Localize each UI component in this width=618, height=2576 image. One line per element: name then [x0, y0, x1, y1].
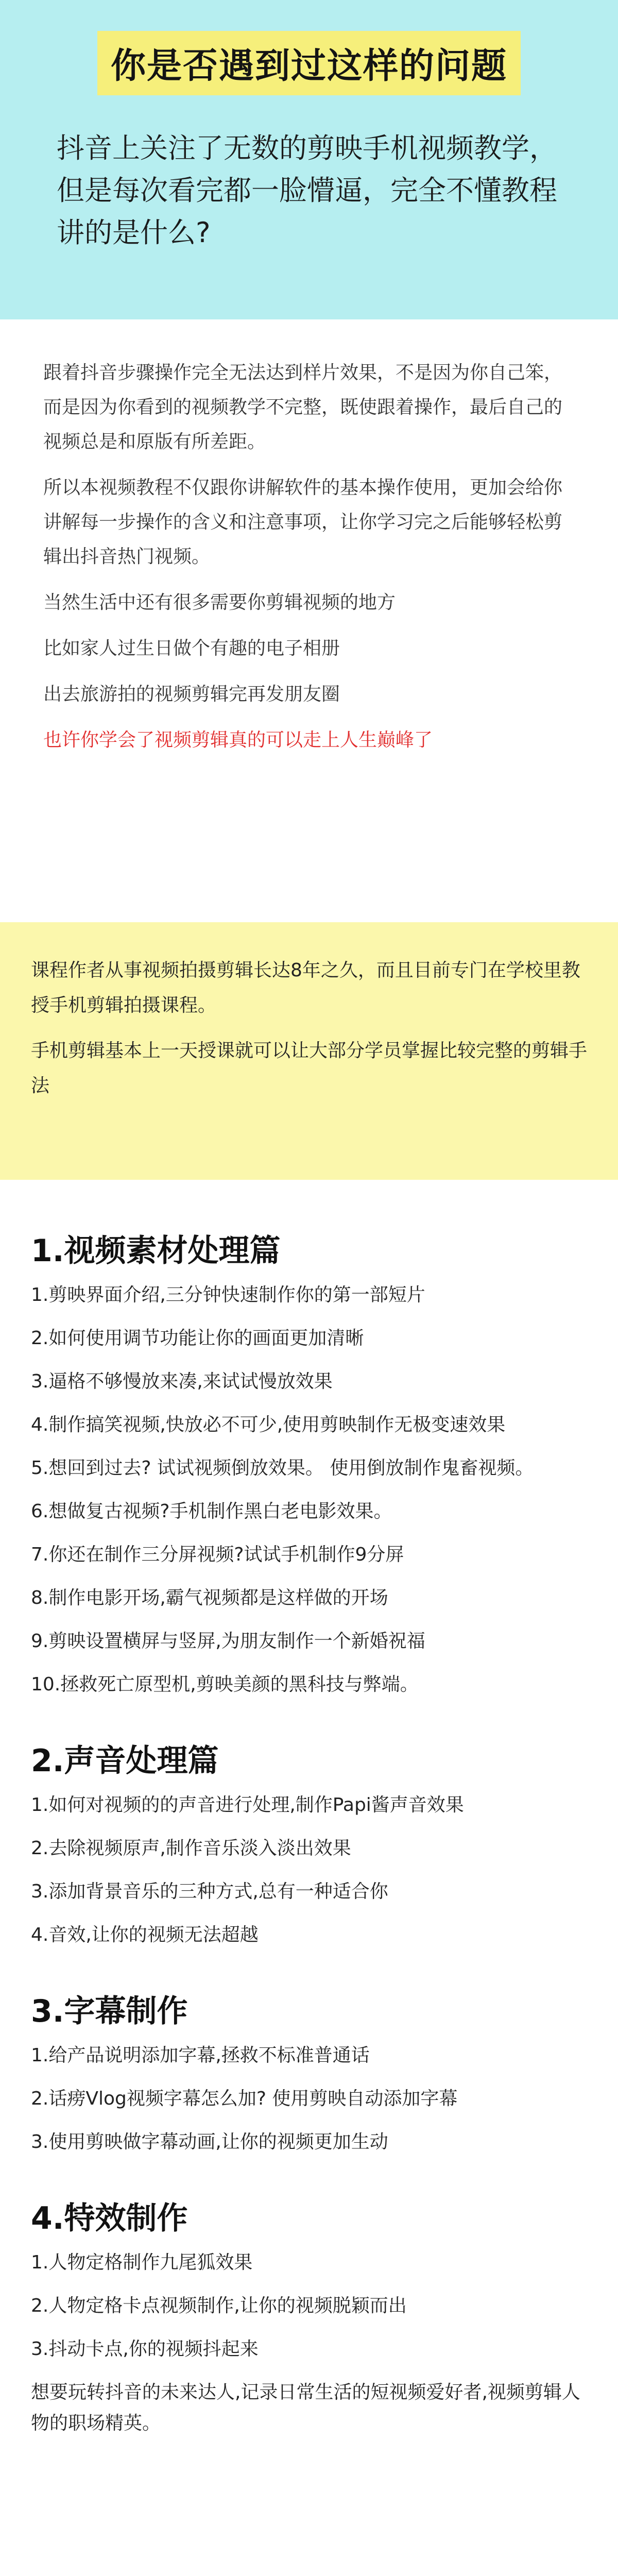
list-item: 10.拯救死亡原型机,剪映美颜的黑科技与弊端。 — [31, 1674, 419, 1695]
course-section-effects — [31, 2194, 587, 2439]
section-title: 3.字幕制作 — [31, 1993, 188, 2029]
list-item: 4.制作搞笑视频,快放必不可少,使用剪映制作无极变速效果 — [31, 1414, 506, 1435]
author-paragraph: 课程作者从事视频拍摄剪辑长达8年之久，而且目前专门在学校里教授手机剪辑拍摄课程。 — [31, 960, 580, 1016]
hero-lead-text: 抖音上关注了无数的剪映手机视频教学，但是每次看完都一脸懵逼，完全不懂教程讲的是什么? — [57, 132, 557, 249]
list-item: 1.给产品说明添加字幕,拯救不标准普通话 — [31, 2045, 370, 2066]
list-item: 2.去除视频原声,制作音乐淡入淡出效果 — [31, 1838, 351, 1859]
list-item: 3.抖动卡点,你的视频抖起来 — [31, 2338, 259, 2360]
page-title: 你是否遇到过这样的问题 — [97, 31, 521, 95]
intro-paragraph: 出去旅游拍的视频剪辑完再发朋友圈 — [43, 684, 340, 705]
course-section-subtitles — [31, 1987, 587, 2158]
list-item: 8.制作电影开场,霸气视频都是这样做的开场 — [31, 1587, 388, 1608]
intro-paragraph: 当然生活中还有很多需要你剪辑视频的地方 — [43, 592, 396, 613]
list-item: 9.剪映设置横屏与竖屏,为朋友制作一个新婚祝福 — [31, 1631, 425, 1652]
hero-banner — [0, 0, 618, 319]
section-title: 1.视频素材处理篇 — [31, 1233, 281, 1269]
intro-highlight: 也许你学会了视频剪辑真的可以走上人生巅峰了 — [43, 730, 433, 751]
intro-paragraph: 跟着抖音步骤操作完全无法达到样片效果，不是因为你自己笨，而是因为你看到的视频教学不完整，既使跟着操作，最后自己的视频总是和原版有所差距。 — [43, 362, 563, 452]
list-item: 3.逼格不够慢放来凑,来试试慢放效果 — [31, 1371, 333, 1392]
list-item: 想要玩转抖音的未来达人,记录日常生活的短视频爱好者,视频剪辑人物的职场精英。 — [31, 2382, 580, 2434]
list-item: 4.音效,让你的视频无法超越 — [31, 1924, 259, 1945]
list-item: 3.使用剪映做字幕动画,让你的视频更加生动 — [31, 2131, 388, 2153]
author-section — [0, 922, 618, 1180]
section-title: 4.特效制作 — [31, 2200, 188, 2236]
list-item: 3.添加背景音乐的三种方式,总有一种适合你 — [31, 1881, 388, 1902]
list-item: 2.如何使用调节功能让你的画面更加清晰 — [31, 1328, 364, 1349]
author-paragraph: 手机剪辑基本上一天授课就可以让大部分学员掌握比较完整的剪辑手法 — [31, 1040, 588, 1096]
list-item: 1.人物定格制作九尾狐效果 — [31, 2252, 253, 2273]
intro-section — [0, 319, 618, 922]
list-item: 5.想回到过去? 试试视频倒放效果。 使用倒放制作鬼畜视频。 — [31, 1458, 534, 1479]
list-item: 7.你还在制作三分屏视频?试试手机制作9分屏 — [31, 1544, 404, 1565]
list-item: 1.如何对视频的的声音进行处理,制作Papi酱声音效果 — [31, 1794, 464, 1816]
hero-title-wrap — [57, 31, 561, 95]
intro-paragraph: 所以本视频教程不仅跟你讲解软件的基本操作使用，更加会给你讲解每一步操作的含义和注意事项，让你学习完之后能够轻松剪辑出抖音热门视频。 — [43, 477, 563, 567]
list-item: 2.人物定格卡点视频制作,让你的视频脱颖而出 — [31, 2295, 407, 2316]
list-item: 2.话痨Vlog视频字幕怎么加? 使用剪映自动添加字幕 — [31, 2088, 458, 2109]
list-item: 6.想做复古视频?手机制作黑白老电影效果。 — [31, 1501, 392, 1522]
course-section-footage — [31, 1226, 587, 1700]
list-item: 1.剪映界面介绍,三分钟快速制作你的第一部短片 — [31, 1284, 425, 1306]
course-outline — [0, 1180, 618, 2439]
intro-paragraph: 比如家人过生日做个有趣的电子相册 — [43, 638, 340, 659]
section-title: 2.声音处理篇 — [31, 1743, 219, 1779]
course-section-audio — [31, 1736, 587, 1951]
